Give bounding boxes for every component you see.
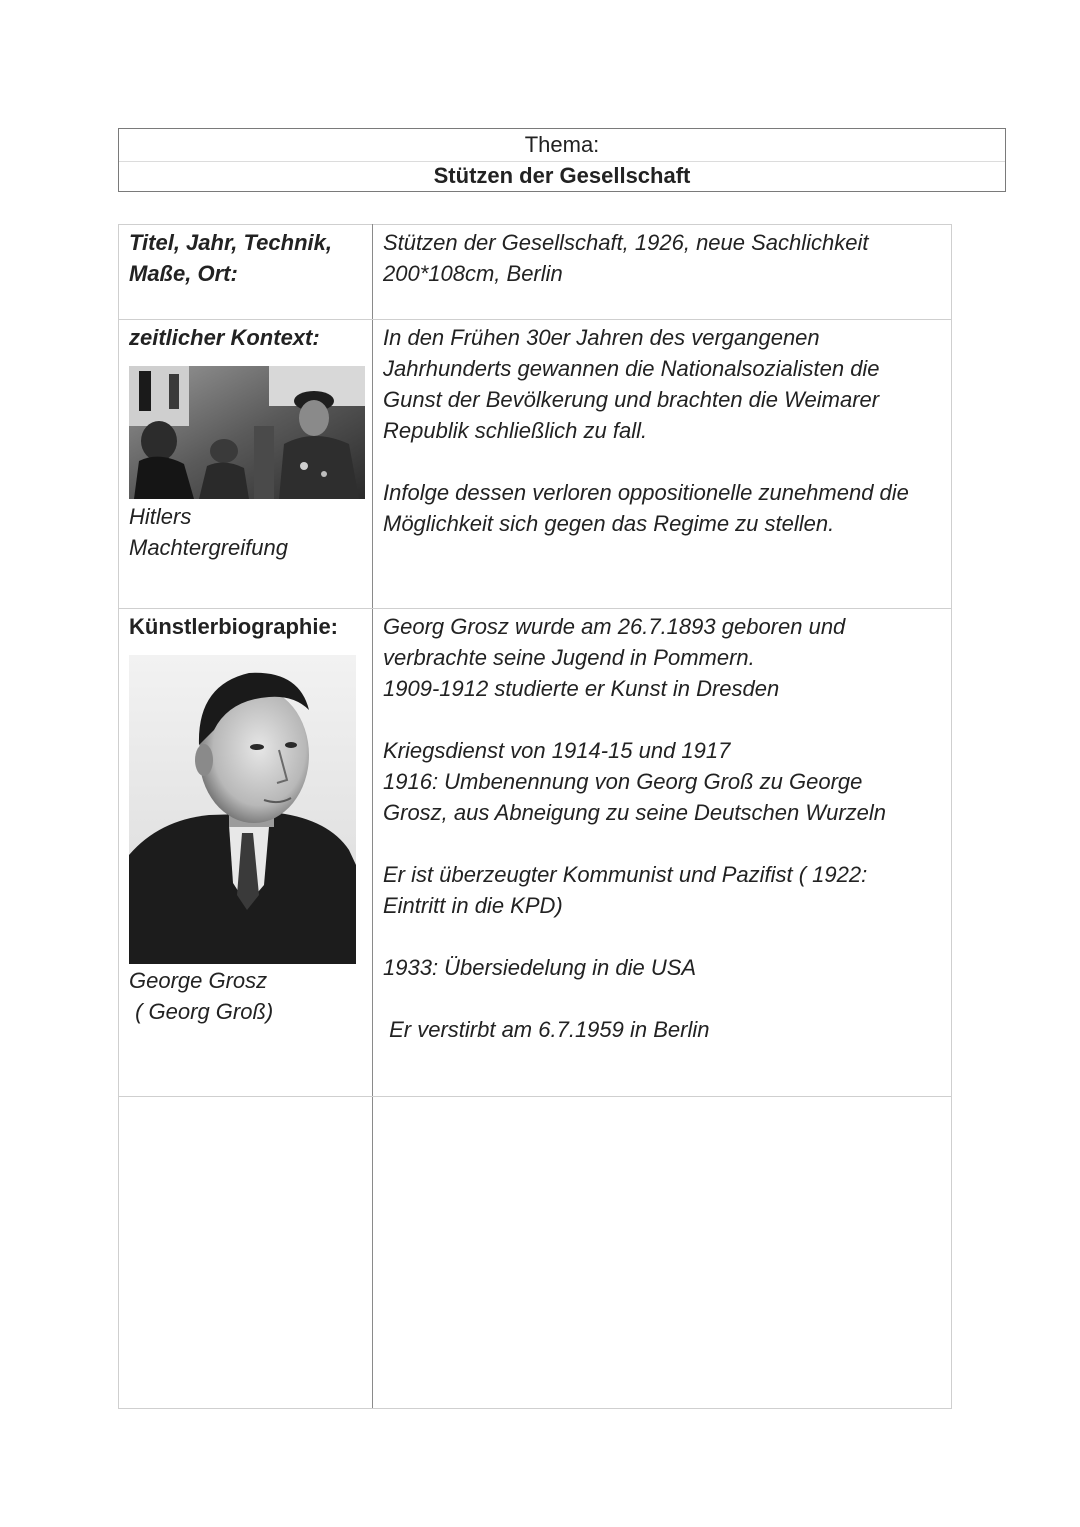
context-caption-line1: Hitlers <box>129 504 192 529</box>
row-empty <box>119 1097 952 1409</box>
context-label: zeitlicher Kontext: <box>129 325 320 350</box>
context-p1-line: Gunst der Bevölkerung und brachten die Weimarer <box>383 387 880 412</box>
biography-p2-line: 1916: Umbenennung von Georg Groß zu George <box>383 769 863 794</box>
title-info-text-line2: 200*108cm, Berlin <box>383 261 563 286</box>
grosz-portrait <box>129 655 356 964</box>
context-p1-line: Jahrhunderts gewannen die Nationalsozialisten die <box>383 356 880 381</box>
biography-p1-line: verbrachte seine Jugend in Pommern. <box>383 645 755 670</box>
row-biography <box>119 609 952 1097</box>
biography-p3-line: Eintritt in die KPD) <box>383 893 563 918</box>
context-p2-line: Infolge dessen verloren oppositionelle zunehmend die <box>383 480 909 505</box>
empty-cell-right <box>373 1097 952 1409</box>
row-title-info <box>119 225 952 320</box>
context-p1-line: In den Frühen 30er Jahren des vergangenen <box>383 325 820 350</box>
row-context <box>119 320 952 609</box>
empty-cell-left <box>119 1097 373 1409</box>
biography-p4-line: 1933: Übersiedelung in die USA <box>383 955 697 980</box>
biography-paragraph-2 <box>383 735 941 828</box>
biography-label: Künstlerbiographie: <box>129 614 339 639</box>
topic-header <box>118 128 1006 192</box>
biography-paragraph-3 <box>383 859 941 921</box>
biography-p1-line: Georg Grosz wurde am 26.7.1893 geboren und <box>383 614 846 639</box>
biography-paragraph-4 <box>383 952 941 983</box>
analysis-table <box>118 224 952 1409</box>
title-info-text-line1: Stützen der Gesellschaft, 1926, neue Sachlichkeit <box>383 230 869 255</box>
biography-p2-line: Grosz, aus Abneigung zu seine Deutschen Wurzeln <box>383 800 887 825</box>
biography-caption-line2: ( Georg Groß) <box>129 999 274 1024</box>
biography-p2-line: Kriegsdienst von 1914-15 und 1917 <box>383 738 731 763</box>
title-info-label-line2: Maße, Ort: <box>129 261 238 286</box>
biography-paragraph-5 <box>383 1014 941 1045</box>
hitler-photo <box>129 366 365 499</box>
context-caption-line2: Machtergreifung <box>129 535 288 560</box>
biography-paragraph-1 <box>383 611 941 704</box>
context-p2-line: Möglichkeit sich gegen das Regime zu stellen. <box>383 511 835 536</box>
biography-p3-line: Er ist überzeugter Kommunist und Pazifist ( 1922: <box>383 862 868 887</box>
title-info-label-line1: Titel, Jahr, Technik, <box>129 230 332 255</box>
topic-title: Stützen der Gesellschaft <box>433 163 691 188</box>
context-paragraph-2 <box>383 477 941 539</box>
biography-p1-line: 1909-1912 studierte er Kunst in Dresden <box>383 676 780 701</box>
context-paragraph-1 <box>383 322 941 446</box>
topic-label: Thema: <box>119 130 1005 162</box>
biography-caption-line1: George Grosz <box>129 968 268 993</box>
context-p1-line: Republik schließlich zu fall. <box>383 418 648 443</box>
biography-p5-line: Er verstirbt am 6.7.1959 in Berlin <box>383 1017 710 1042</box>
